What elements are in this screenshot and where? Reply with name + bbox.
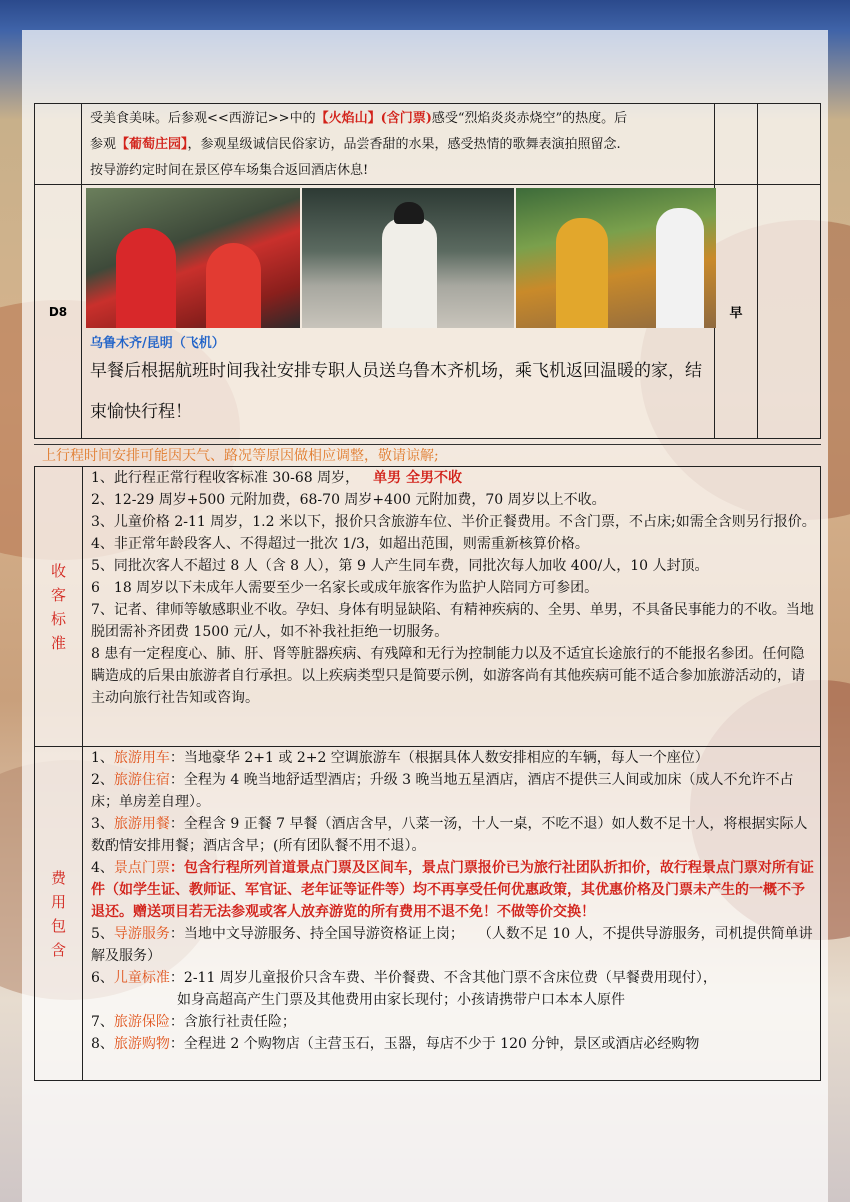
item-number: 2、 [91,772,114,788]
no-single-males: 单男 全男不收 [373,470,463,486]
ticket-policy-text: ：包含行程所列首道景点门票及区间车，景点门票报价已为旅行社团队折扣价，故行程景点门票对所有证件（如学生证、教师证、军官证、老年证等证件等）均不再享受任何优惠政策，其优惠价格及门票未产生的一概不予退还。赠送项目若无法参观或客人放弃游览的所有费用不退不免！不做等价交换！ [91,860,814,920]
text-line: 参观 [90,137,117,152]
fee-item [91,1011,818,1033]
item-text: ：全程含 9 正餐 7 早餐（酒店含早，八菜一汤，十人一桌，不吃不退）如人数不足十人，将根据实际人数酌情安排用餐；酒店含早；(所有团队餐不用不退）。 [91,816,808,854]
section-label: 收客标准 [50,561,66,652]
photo-strip [82,185,714,328]
receive-standard-content [83,467,821,747]
receive-standard-label [35,467,83,747]
item-key: 旅游用餐 [113,816,170,832]
item-text: 如身高超高产生门票及其他费用由家长现付；小孩请携带户口本本人原件 [177,992,625,1008]
item-text: ：2-11 周岁儿童报价只含车费、半价餐费、不含其他门票不含床位费（早餐费用现付）， [169,970,717,986]
fee-item [91,1033,818,1055]
fee-include-content [83,747,821,1081]
item-text: ：全程进 2 个购物店（主营玉石，玉器，每店不少于 120 分钟，景区或酒店必经购物 [169,1036,700,1052]
item-number: 5、 [91,926,114,942]
item-number: 8、 [91,1036,114,1052]
receive-item: 6 18 周岁以下未成年人需要至少一名家长或成年旅客作为监护人陪同方可参团。 [91,580,599,596]
text-line: ，参观星级诚信民俗家访，品尝香甜的水果，感受热情的歌舞表演拍照留念. [187,137,621,152]
item-key: 旅游购物 [113,1036,170,1052]
day8-description [82,185,715,439]
item-key: 旅游用车 [113,750,170,766]
section-label: 费用包含 [50,868,66,959]
item-key: 儿童标准 [113,970,170,986]
item-number: 6、 [91,970,114,986]
text-line: 束愉快行程！ [90,402,192,422]
fee-item [91,857,818,923]
fee-item [91,967,818,1011]
schedule-notice: 上行程时间安排可能因天气、路况等原因做相应调整，敬请谅解; [34,444,821,466]
day7-description [82,104,715,185]
fee-item [91,813,818,857]
itinerary-table [34,103,821,439]
item-number: 4、 [91,860,114,876]
item-number: 1、 [91,750,114,766]
item-text: ：当地豪华 2+1 或 2+2 空调旅游车（根据具体人数安排相应的车辆，每人一个座位） [169,750,709,766]
item-number: 3、 [91,816,114,832]
receive-item: 5、同批次客人不超过 8 人（含 8 人），第 9 人产生同车费，同批次每人加收 400/人，10 人封顶。 [91,558,709,574]
item-text: ：含旅行社责任险； [169,1014,296,1030]
meal-cell [715,104,758,185]
item-key: 导游服务 [113,926,170,942]
fee-item [91,747,818,769]
photo-golden-dancer [516,188,716,328]
day-label: D8 [35,185,82,439]
meal-label: 早 [715,185,758,439]
text-line: 早餐后根据航班时间我社安排专职人员送乌鲁木齐机场，乘飞机返回温暖的家，结 [90,361,702,381]
fee-item [91,923,818,967]
item-number: 7、 [91,1014,114,1030]
grape-garden-highlight: 【葡萄庄园】 [116,137,188,152]
item-text: ：当地中文导游服务、持全国导游资格证上岗； （人数不足 10 人，不提供导游服务，司机提供简单讲解及服务） [91,926,813,964]
text-line: 受美食美味。后参观<<西游记>>中的 [90,111,316,126]
receive-item: 7、记者、律师等敏感职业不收。孕妇、身体有明显缺陷、有精神疾病的、全男、单男，不具备民事能力的不收。当地脱团需补齐团费 1500 元/人，如不补我社拒绝一切服务。 [91,602,814,640]
receive-item: 3、儿童价格 2-11 周岁，1.2 米以下，报价只含旅游车位、半价正餐费用。不含门票，不占床;如需全含则另行报价。 [91,514,816,530]
photo-elder-dancer [302,188,514,328]
receive-item: 2、12-29 周岁+500 元附加费，68-70 周岁+400 元附加费，70 周岁以上不收。 [91,492,606,508]
route-label: 乌鲁木齐/昆明（飞机） [90,336,225,351]
item-key: 旅游保险 [113,1014,170,1030]
item-key: 旅游住宿 [113,772,170,788]
receive-item: 8 患有一定程度心、肺、肝、肾等脏器疾病、有残障和无行为控制能力以及不适宜长途旅行的不能报名参团。任何隐瞒造成的后果由旅游者自行承担。以上疾病类型只是简要示例，如游客尚有其他疾病可能不适合参加旅游活动的，请主动向旅行社告知或咨询。 [91,646,805,706]
text-line: 按导游约定时间在景区停车场集合返回酒店休息! [90,163,369,178]
fee-include-label [35,747,83,1081]
text-line: 感受“烈焰炎炎赤烧空”的热度。后 [431,111,628,126]
receive-item: 4、非正常年龄段客人、不得超过一批次 1/3，如超出范围，则需重新核算价格。 [91,536,589,552]
item-text: 1、此行程正常行程收客标准 30-68 周岁， [91,470,360,486]
day-cell-empty [35,104,82,185]
item-text: ：全程为 4 晚当地舒适型酒店；升级 3 晚当地五星酒店，酒店不提供三人间或加床（成人不允许不占床；单房差自理）。 [91,772,794,810]
terms-table [34,466,821,1081]
item-key: 景点门票 [113,860,170,876]
hotel-cell [758,185,821,439]
receive-item [91,467,818,489]
fire-mountain-highlight: 【火焰山】(含门票) [315,111,432,126]
day8-text [82,351,714,433]
photo-dance-group [86,188,300,328]
hotel-cell [758,104,821,185]
fee-item [91,769,818,813]
